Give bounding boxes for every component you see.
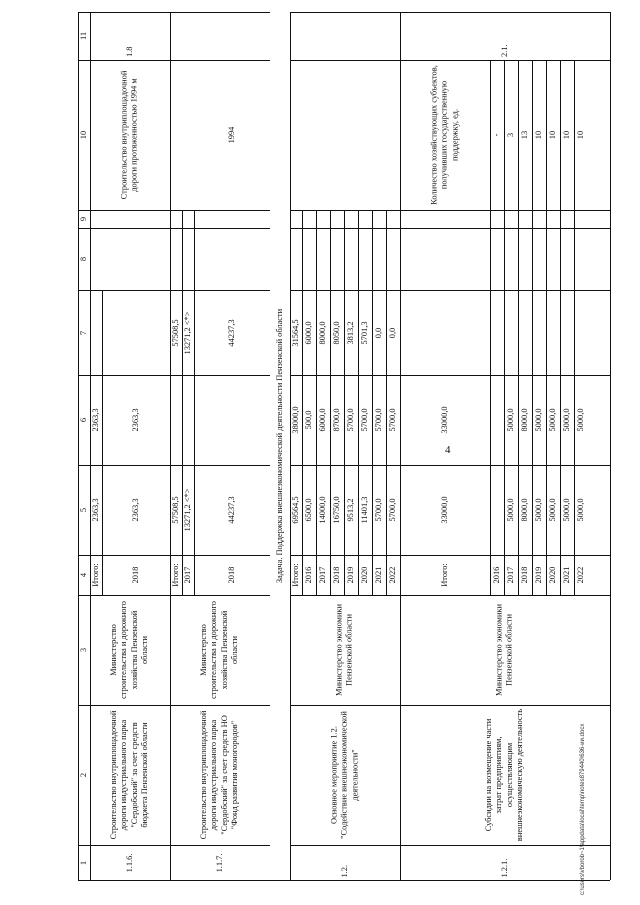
subrow-line [316, 210, 317, 595]
indicator-value: 1994 [226, 126, 236, 144]
header-cell: 1 [78, 860, 88, 865]
value-cell: 33000,0 [439, 406, 449, 434]
header-cell: 5 [78, 507, 88, 513]
value-cell: 8000,0 [317, 320, 327, 345]
value-cell: 5700,0 [373, 498, 383, 522]
value-cell: 8000,0 [519, 408, 529, 432]
value-cell: 57508,5 [170, 318, 180, 347]
value-cell: 5700,0 [345, 408, 355, 432]
value-cell: 0,0 [373, 327, 383, 338]
value-cell: 5000,0 [505, 498, 515, 522]
link-cell: 2.1. [499, 44, 509, 57]
executor: Министерство строительства и дорожного хозяйства Пензенской области [109, 601, 150, 699]
value-cell: 2363,3 [90, 408, 100, 432]
year-cell: Итого: [439, 563, 449, 587]
year-cell: 2021 [561, 566, 571, 584]
indicator-value: 10 [547, 130, 557, 140]
value-cell: 5000,0 [533, 498, 543, 522]
value-cell: 8000,0 [519, 498, 529, 522]
value-cell: 5000,0 [575, 498, 585, 522]
value-cell: 38000,0 [290, 406, 300, 434]
header-cell: 3 [78, 647, 88, 653]
header-cell: 4 [78, 572, 88, 578]
measure-name: Строительство внутриплощадочной дороги индустриального парка "Сердобский" за счет средств НО "Фонд развития моногородов" [199, 710, 240, 840]
measure-name: Субсидии на возмещение части затрат предприятиям, осуществляющим внешнеэкономическую деятельность [484, 708, 525, 842]
value-cell: 3813,2 [345, 320, 355, 345]
indicator-value: 3 [505, 132, 515, 138]
measure-name: Строительство внутриплощадочной дороги индустриального парка "Сердобский" за счет средств бюджета Пензенской области [109, 710, 150, 840]
year-cell: 2018 [331, 566, 341, 584]
indicator-value: 10 [561, 130, 571, 140]
value-cell: 5700,0 [387, 498, 397, 522]
subrow-line [518, 60, 519, 210]
subrow-line [546, 60, 547, 210]
subrow-line [574, 60, 575, 210]
value-cell [90, 290, 102, 375]
subrow-line [504, 210, 505, 595]
subrow-line [574, 210, 575, 595]
year-cell: 2022 [387, 566, 397, 584]
year-cell: 2017 [317, 566, 327, 584]
value-cell: 5700,0 [387, 408, 397, 432]
subrow-line [386, 210, 387, 595]
subrow-line [344, 210, 345, 595]
value-cell: 57508,5 [170, 496, 180, 524]
value-cell: 2363,3 [130, 498, 140, 522]
value-cell: 5000,0 [547, 498, 557, 522]
indicator-value: 10 [533, 130, 543, 140]
subrow-line [490, 60, 491, 210]
indicator-value: - [491, 133, 501, 137]
subrow-line [532, 210, 533, 595]
value-cell: 5700,0 [359, 408, 369, 432]
value-cell: 69564,5 [290, 496, 300, 524]
value-cell: 5000,0 [533, 408, 543, 432]
subrow-line [372, 210, 373, 595]
header-cell: 6 [78, 417, 88, 423]
subrow-line [102, 290, 103, 595]
value-cell: 16750,0 [331, 496, 341, 524]
measure-name: Основное мероприятие 1.2. "Содействие внешнеэкономической деятельности" [329, 711, 360, 839]
header-cell: 10 [78, 130, 88, 140]
value-cell: 5000,0 [547, 408, 557, 432]
value-cell: 5000,0 [505, 408, 515, 432]
year-cell: 2016 [491, 566, 501, 584]
year-cell: Итого: [170, 563, 180, 587]
header-cell: 8 [78, 256, 88, 262]
subrow-line [490, 210, 491, 595]
value-cell: 2363,3 [130, 408, 140, 432]
footer-path: c:\users\vborob~1\appdata\local\temp\notes879440\636-ии.docx [580, 723, 586, 895]
row-number: 1.2.1. [499, 858, 509, 877]
value-cell: 5701,3 [359, 320, 369, 345]
subrow-line [532, 60, 533, 210]
value-cell: 5000,0 [575, 408, 585, 432]
value-cell: 11401,3 [359, 496, 369, 524]
value-cell: 2363,3 [90, 498, 100, 522]
subrow-line [560, 60, 561, 210]
header-cell: 9 [78, 216, 88, 222]
value-cell: 13271,2 <*> [182, 488, 192, 532]
executor: Министерство строительства и дорожного хозяйства Пензенской области [199, 601, 240, 699]
year-cell: 2016 [303, 566, 313, 584]
year-cell: 2018 [226, 566, 236, 584]
executor: Министерство экономики Пензенской области [334, 604, 354, 696]
year-cell: 2021 [373, 566, 383, 584]
year-cell: Итого: [90, 563, 100, 587]
indicator: Строительство внутриплощадочной дороги протяженностью 1994 м [119, 70, 139, 200]
subrow-line [518, 210, 519, 595]
year-cell: 2017 [182, 566, 192, 584]
executor: Министерство экономики Пензенской области [494, 604, 514, 696]
year-cell: 2020 [359, 566, 369, 584]
column-line [78, 880, 610, 881]
value-cell: 8700,0 [331, 408, 341, 432]
task-heading: Задача. Поддержка внешнеэкономической деятельности Пензенской области [270, 12, 290, 880]
value-cell [490, 465, 504, 555]
value-cell: 6500,0 [303, 498, 313, 522]
value-cell: 0,0 [387, 327, 397, 338]
row-number: 1.1.6. [124, 853, 134, 872]
value-cell: 5000,0 [561, 498, 571, 522]
year-cell: 2022 [575, 566, 585, 584]
value-cell: 9513,2 [345, 498, 355, 522]
page-number: 4 [445, 444, 451, 456]
subrow-line [182, 210, 183, 595]
subrow-line [546, 210, 547, 595]
row-number: 1.2. [339, 864, 349, 877]
year-cell: 2018 [130, 566, 140, 584]
value-cell [102, 290, 170, 375]
header-cell: 11 [78, 31, 88, 41]
indicator-value: 10 [575, 130, 585, 140]
year-cell: 2018 [519, 566, 529, 584]
subrow-line [194, 210, 195, 595]
value-cell: 6000,0 [303, 320, 313, 345]
year-cell: 2020 [547, 566, 557, 584]
subrow-line [358, 210, 359, 595]
value-cell: 44237,3 [226, 496, 236, 524]
value-cell: 5000,0 [561, 408, 571, 432]
value-cell: 500,0 [303, 410, 313, 430]
subrow-line [330, 210, 331, 595]
year-cell: 2019 [345, 566, 355, 584]
value-cell: 8050,0 [331, 320, 341, 345]
subrow-line [560, 210, 561, 595]
indicator: Количество хозяйствующих субъектов, получивших государственную поддержку, ед. [429, 65, 460, 205]
subrow-line [504, 60, 505, 210]
header-cell: 2 [78, 772, 88, 778]
link-cell: 1.8 [124, 46, 134, 57]
subrow-line [302, 210, 303, 595]
header-cell: 7 [78, 330, 88, 335]
value-cell: 44237,3 [226, 318, 236, 347]
year-cell: 2019 [533, 566, 543, 584]
row-number: 1.1.7. [214, 853, 224, 872]
year-cell: Итого: [290, 563, 300, 587]
value-cell: 31564,5 [290, 318, 300, 347]
table-border-right [610, 12, 611, 880]
value-cell [490, 375, 504, 465]
value-cell: 14000,0 [317, 496, 327, 524]
indicator-value: 13 [519, 130, 529, 140]
value-cell: 33000,0 [439, 496, 449, 524]
value-cell: 5700,0 [373, 408, 383, 432]
value-cell: 13271,2 <*> [182, 311, 192, 354]
year-cell: 2017 [505, 566, 515, 584]
value-cell: 6000,0 [317, 408, 327, 432]
